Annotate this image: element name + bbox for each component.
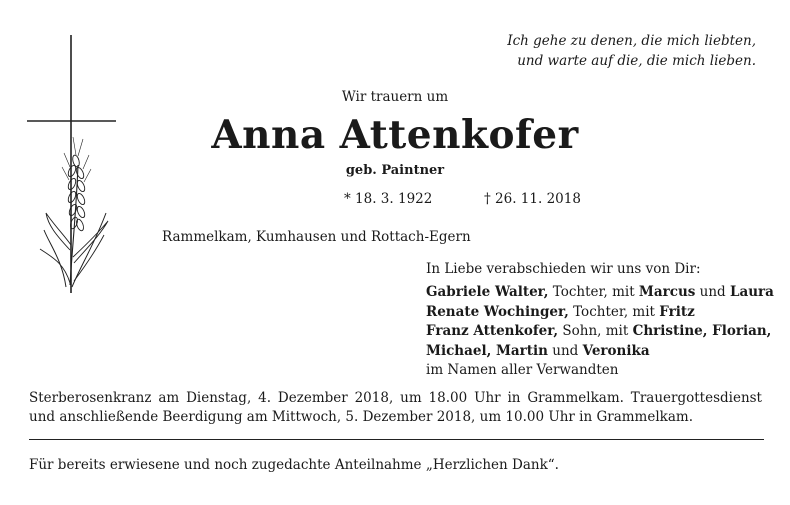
mourners-closing: im Namen aller Verwandten	[426, 362, 619, 378]
mourner-partner: Michael, Martin	[426, 342, 548, 359]
mourner-name: Franz Attenkofer,	[426, 323, 559, 339]
death-date: † 26. 11. 2018	[484, 191, 581, 207]
maiden-name: geb. Paintner	[345, 163, 445, 178]
farewell-text: In Liebe verabschieden wir uns von Dir:	[426, 261, 701, 277]
mourner-name: Gabriele Walter,	[426, 284, 549, 300]
mourner-row	[426, 322, 774, 342]
mourner-partner: Marcus	[638, 284, 696, 300]
mourner-row	[426, 342, 774, 362]
deceased-name: Anna Attenkofer	[211, 112, 579, 158]
mourner-partner: Laura	[730, 284, 774, 300]
quote	[507, 31, 756, 71]
places: Rammelkam, Kumhausen und Rottach-Egern	[162, 229, 471, 245]
birth-date: * 18. 3. 1922	[344, 191, 433, 207]
divider	[29, 439, 764, 440]
funeral-line-1: Sterberosenkranz am Dienstag, 4. Dezember 2018, um 18.00 Uhr in Grammelkam. Trauergottesdienst	[29, 390, 762, 406]
mourner-partner: Fritz	[659, 303, 695, 320]
mourner-and: und	[695, 284, 730, 300]
quote-line-1: Ich gehe zu denen, die mich liebten,	[507, 33, 756, 49]
mourner-name: Renate Wochinger,	[426, 303, 569, 320]
mourner-partner: Veronika	[582, 342, 650, 359]
mourner-partner: Christine, Florian,	[632, 323, 772, 339]
mourner-row	[426, 303, 774, 323]
mourner-and: und	[547, 342, 583, 359]
intro-text: Wir trauern um	[341, 89, 449, 105]
mourner-row	[426, 283, 774, 303]
thanks-text: Für bereits erwiesene und noch zugedachte Anteilnahme „Herzlichen Dank“.	[29, 457, 559, 473]
funeral-details	[29, 389, 762, 427]
mourner-relation: Tochter, mit	[548, 284, 639, 300]
mourner-relation: Tochter, mit	[568, 303, 660, 320]
funeral-line-2: und anschließende Beerdigung am Mittwoch, 5. Dezember 2018, um 10.00 Uhr in Grammelkam.	[29, 409, 693, 425]
quote-line-2: und warte auf die, die mich lieben.	[517, 53, 756, 69]
mourner-relation: Sohn, mit	[558, 323, 633, 339]
mourners-list	[426, 283, 774, 381]
